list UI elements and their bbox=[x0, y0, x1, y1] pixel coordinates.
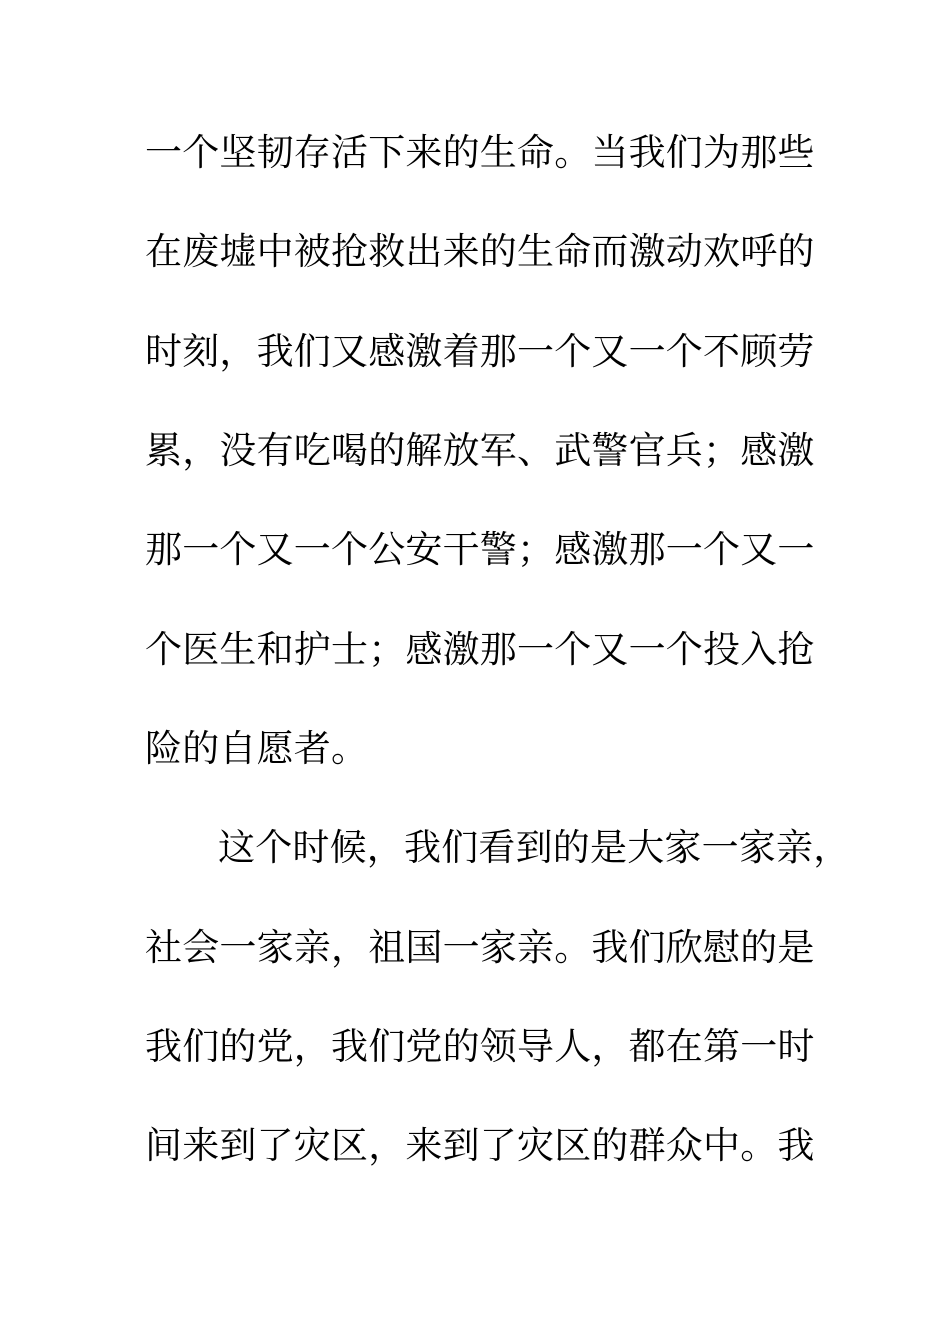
text-line: 一个坚韧存活下来的生命。当我们为那些 bbox=[145, 131, 815, 174]
text-line: 险的自愿者。 bbox=[145, 727, 369, 770]
text-line: 这个时候，我们看到的是大家一家亲， bbox=[218, 826, 851, 869]
text-line: 间来到了灾区，来到了灾区的群众中。我 bbox=[145, 1124, 815, 1167]
text-line: 我们的党，我们党的领导人，都在第一时 bbox=[145, 1025, 815, 1068]
text-line: 累，没有吃喝的解放军、武警官兵；感激 bbox=[145, 429, 815, 472]
text-line: 在废墟中被抢救出来的生命而激动欢呼的 bbox=[145, 230, 815, 273]
text-line: 个医生和护士；感激那一个又一个投入抢 bbox=[145, 628, 815, 671]
text-line: 时刻，我们又感激着那一个又一个不顾劳 bbox=[145, 330, 815, 373]
text-line: 那一个又一个公安干警；感激那一个又一 bbox=[145, 528, 815, 571]
text-line: 社会一家亲，祖国一家亲。我们欣慰的是 bbox=[145, 926, 815, 969]
